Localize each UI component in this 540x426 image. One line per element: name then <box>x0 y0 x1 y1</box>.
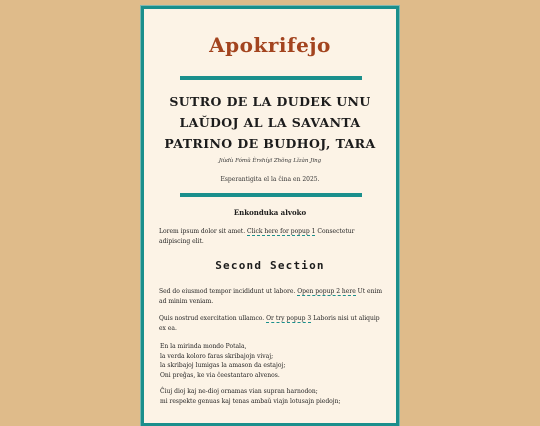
title-line: PATRINO DE BUDHOJ, TARA <box>164 136 376 151</box>
verse-line: la skribajoj lumigas la amason da estajoj; <box>160 362 286 369</box>
verse-stanza <box>160 387 390 406</box>
site-logo[interactable]: Apokrifejo <box>209 33 331 57</box>
verse-line: En la mirinda mondo Potala, <box>160 343 247 350</box>
popup-link-1[interactable]: Click here for popup 1 <box>247 228 316 235</box>
top-divider <box>180 76 362 80</box>
verse-line: Oni preĝas, ke via ĉeestantaro alvenos. <box>160 371 280 379</box>
section-paragraph <box>159 314 384 333</box>
verse-line: Ĉiuj dioj kaj ne-dioj ornamas vian supran harnodon; <box>160 388 318 395</box>
paragraph-text: Consectetur adipiscing elit. <box>159 228 355 245</box>
document-card <box>141 6 399 426</box>
popup-link-2[interactable]: Open popup 2 here <box>297 288 356 295</box>
pinyin-subtitle: Jiùdù Fómǔ Èrshíyī Zhǒng Lǐzàn Jīng <box>218 158 322 164</box>
paragraph-text: Ut enim ad minim veniam. <box>159 288 383 305</box>
section-heading: Second Section <box>215 259 325 272</box>
translation-note: Esperantigita el la ĉina en 2025. <box>220 176 320 183</box>
paragraph-text: Laboris nisi ut aliquip ex ea. <box>159 315 380 332</box>
verse-line: mi respekte genuas kaj tenas ambaŭ viajn lotusajn piedojn; <box>160 397 341 405</box>
page-title <box>154 91 386 154</box>
intro-paragraph <box>159 227 384 246</box>
popup-link-3[interactable]: Or try popup 3 <box>266 315 312 322</box>
title-line: SUTRO DE LA DUDEK UNU <box>169 94 371 109</box>
intro-heading: Enkonduka alvoko <box>233 208 307 217</box>
bottom-divider <box>180 193 362 197</box>
section-paragraph <box>159 287 384 306</box>
verse-line: la verda koloro faras skribajojn vivaj; <box>160 352 274 360</box>
paragraph-text: Lorem ipsum dolor sit amet. <box>159 228 246 235</box>
verse-stanza <box>160 342 390 380</box>
paragraph-text: Sed do eiusmod tempor incididunt ut labore. <box>159 288 296 295</box>
title-line: LAŬDOJ AL LA SAVANTA <box>179 115 361 130</box>
paragraph-text: Quis nostrud exercitation ullamco. <box>159 315 265 322</box>
